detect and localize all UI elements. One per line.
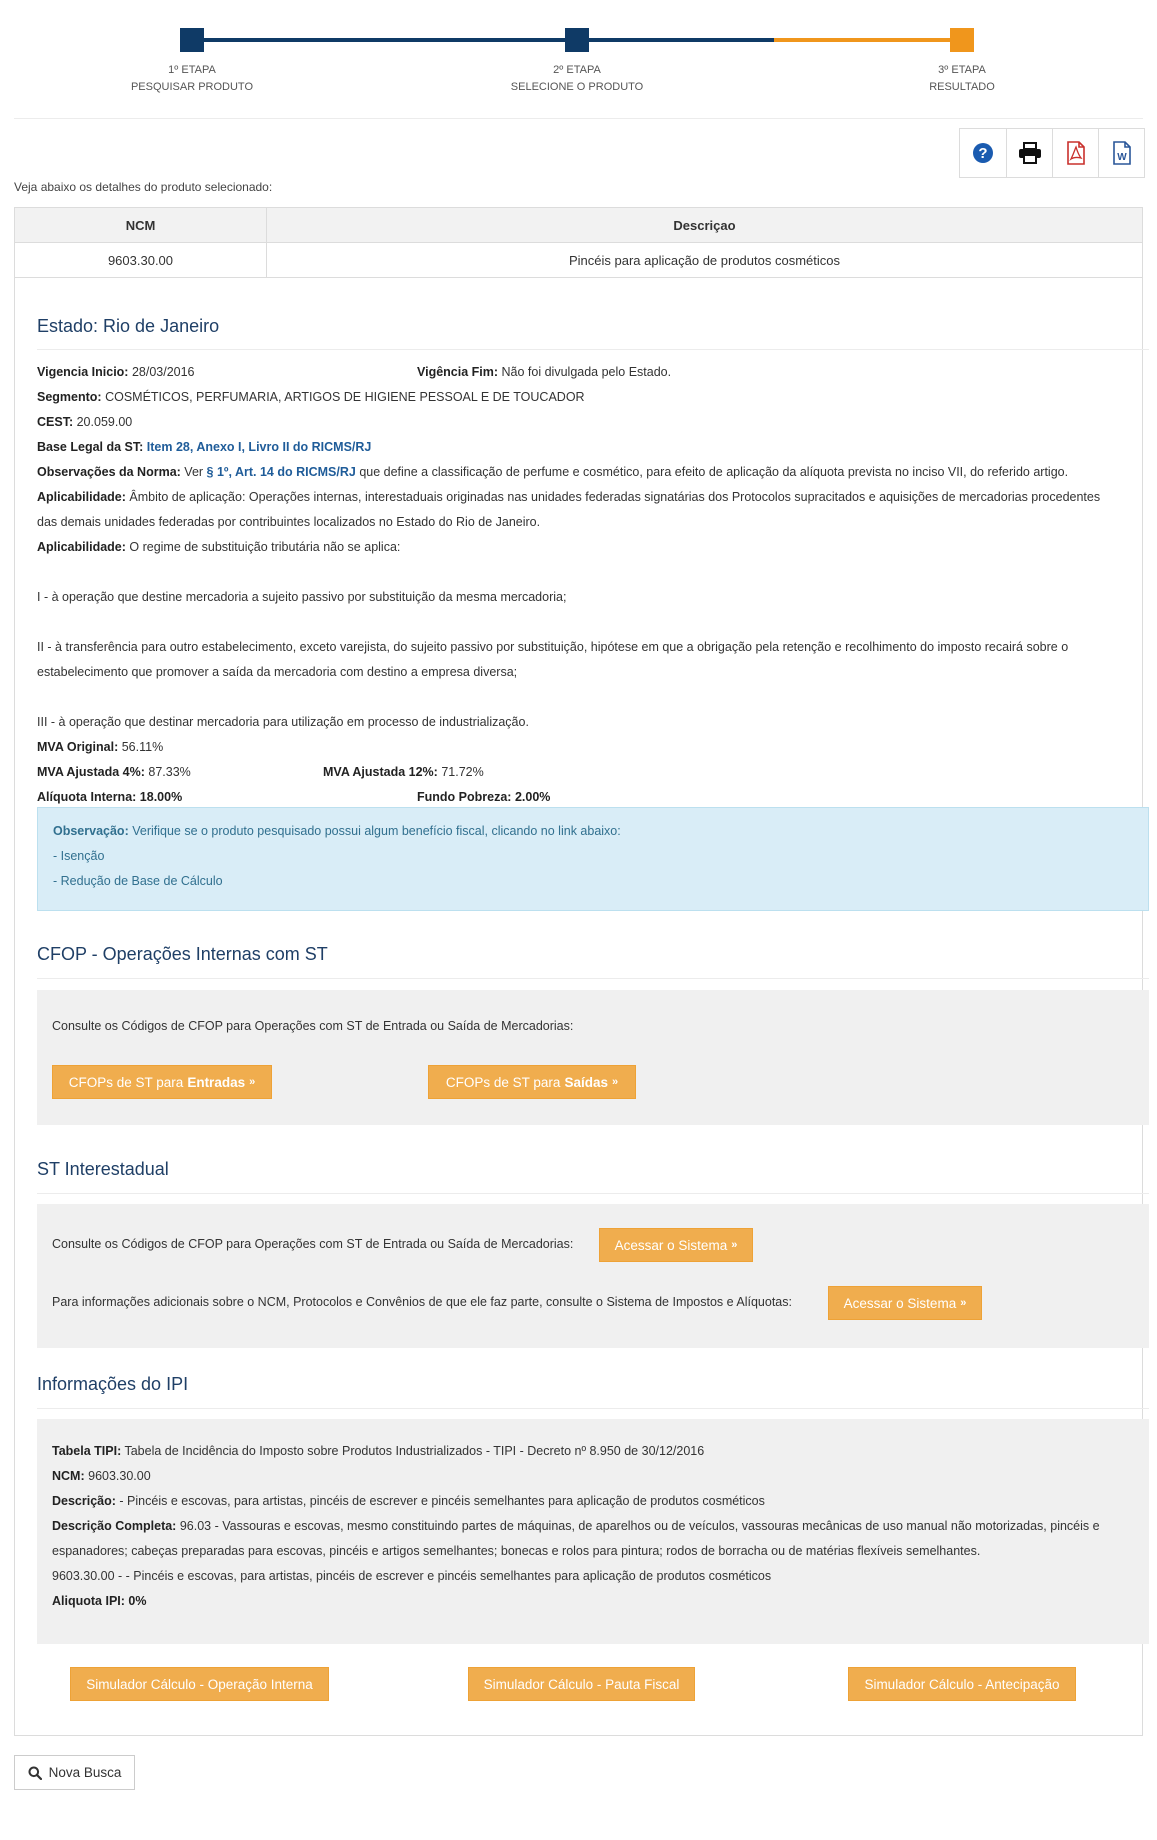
segmento-value: COSMÉTICOS, PERFUMARIA, ARTIGOS DE HIGIENE PESSOAL E DE TOUCADOR: [105, 390, 585, 404]
interestadual-title: ST Interestadual: [37, 1159, 169, 1179]
svg-text:W: W: [1116, 152, 1127, 163]
acessar-sistema-label-2: Acessar o Sistema: [843, 1295, 957, 1311]
observacoes-norma: [37, 460, 1068, 485]
nova-busca-label: Nova Busca: [48, 1765, 122, 1780]
chevron-right-icon: »: [249, 1076, 256, 1088]
mva-original-label: MVA Original:: [37, 740, 119, 754]
interestadual-box: [37, 1204, 1149, 1348]
segmento-label: Segmento:: [37, 390, 102, 404]
acessar-sistema-button-2[interactable]: [828, 1286, 982, 1320]
toolbar: [959, 128, 1145, 178]
ipi-ncm-value: 9603.30.00: [88, 1469, 151, 1483]
vigencia-fim: [417, 360, 671, 385]
aplic-label-1: Aplicabilidade:: [37, 490, 126, 504]
cest: [37, 410, 132, 435]
alert-text: [53, 824, 621, 838]
ipi-desc-completa-a: 96.03 - Vassouras e escovas, mesmo constituindo partes de máquinas, de aparelhos ou de veículos, vassouras mecânicas de uso manual não motorizadas, pincéis e: [179, 1519, 1100, 1533]
ncm-table: [14, 207, 1143, 278]
base-legal-label: Base Legal da ST:: [37, 440, 144, 454]
step-1-number: 1º ETAPA: [168, 64, 216, 76]
interestadual-text-1: Consulte os Códigos de CFOP para Operações com ST de Entrada ou Saída de Mercadorias:: [52, 1237, 574, 1251]
mva-4-value: 87.33%: [148, 765, 191, 779]
ipi-desc-completa-label: Descrição Completa:: [52, 1519, 177, 1533]
aplic2-text: O regime de substituição tributária não se aplica:: [129, 540, 401, 554]
progress-steps: [0, 0, 1157, 118]
ipi-tabela-value: Tabela de Incidência do Imposto sobre Produtos Industrializados - TIPI - Decreto nº 8.950 de 30/12/2016: [124, 1444, 705, 1458]
divider: [14, 118, 1143, 119]
vigencia-inicio: [37, 360, 195, 385]
obs-post: que define a classificação de perfume e cosmético, para efeito de aplicação da alíquota prevista no inciso VII, do referido artigo.: [359, 465, 1069, 479]
mva-12-value: 71.72%: [441, 765, 484, 779]
cfop-box: [37, 990, 1149, 1125]
word-icon: [1112, 141, 1132, 165]
ipi-descricao-completa: [52, 1514, 1100, 1539]
export-word-button[interactable]: [1098, 129, 1144, 177]
cell-descricao: Pincéis para aplicação de produtos cosméticos: [267, 243, 1143, 278]
ipi-desc-value: - Pincéis e escovas, para artistas, pincéis de escrever e pincéis semelhantes para aplicação de produtos cosméticos: [119, 1494, 765, 1508]
ipi-box: [37, 1419, 1149, 1644]
cfop-entradas-button[interactable]: [52, 1065, 272, 1099]
aplicabilidade-1: [37, 485, 1100, 510]
ipi-title: Informações do IPI: [37, 1374, 189, 1394]
svg-text:?: ?: [978, 145, 988, 162]
export-pdf-button[interactable]: [1052, 129, 1098, 177]
ipi-descricao: [52, 1489, 765, 1514]
cfop-saidas-bold: Saídas: [564, 1074, 608, 1090]
ipi-aliquota-value: 0%: [128, 1594, 147, 1608]
cfop-title: CFOP - Operações Internas com ST: [37, 944, 328, 964]
cfop-saidas-pre: CFOPs de ST para: [445, 1074, 561, 1090]
cfop-text: Consulte os Códigos de CFOP para Operações com ST de Entrada ou Saída de Mercadorias:: [52, 1019, 574, 1033]
base-legal: [37, 435, 371, 460]
ipi-ncm: [52, 1464, 151, 1489]
vigencia-inicio-label: Vigencia Inicio:: [37, 365, 129, 379]
mva-original: [37, 735, 163, 760]
aplicabilidade-2: [37, 535, 400, 560]
print-button[interactable]: [1006, 129, 1052, 177]
base-legal-link[interactable]: Item 28, Anexo I, Livro II do RICMS/RJ: [146, 440, 372, 454]
obs-label: Observações da Norma:: [37, 465, 181, 479]
segmento: [37, 385, 585, 410]
ipi-divider: [37, 1408, 1149, 1409]
intro-text: Veja abaixo os detalhes do produto selecionado:: [14, 180, 273, 194]
chevron-right-icon: »: [960, 1297, 967, 1309]
help-button[interactable]: [960, 129, 1006, 177]
cfop-entradas-bold: Entradas: [187, 1074, 246, 1090]
acessar-sistema-button-1[interactable]: [599, 1228, 753, 1262]
step-1: [72, 62, 312, 96]
aplic1-line-a: Âmbito de aplicação: Operações internas, interestaduais originadas nas unidades federadas signatárias dos Protocolos supracitados e aquisições de mercadorias procedentes: [129, 490, 1101, 504]
fundo-label: Fundo Pobreza:: [417, 790, 512, 804]
cest-value: 20.059.00: [76, 415, 133, 429]
step-marker-1: [180, 28, 204, 52]
vigencia-fim-value: Não foi divulgada pelo Estado.: [501, 365, 672, 379]
aliquota-value: 18.00%: [139, 790, 183, 804]
interestadual-text-2: Para informações adicionais sobre o NCM, Protocolos e Convênios de que ele faz parte, consulte o Sistema de Impostos e Alíquotas:: [52, 1295, 792, 1309]
step-line-done: [192, 38, 576, 42]
vigencia-fim-label: Vigência Fim:: [417, 365, 499, 379]
ipi-tabela-label: Tabela TIPI:: [52, 1444, 122, 1458]
mva-original-value: 56.11%: [121, 740, 164, 754]
search-icon: [28, 1766, 42, 1780]
cest-label: CEST:: [37, 415, 74, 429]
mva-ajustada-12: [323, 760, 484, 785]
ipi-ncm-line: 9603.30.00 - - Pincéis e escovas, para artistas, pincéis de escrever e pincéis semelhantes para aplicação de produtos cosméticos: [52, 1569, 772, 1583]
nova-busca-button[interactable]: [14, 1755, 135, 1790]
aliquota-label: Alíquota Interna:: [37, 790, 137, 804]
item-ii-a: II - à transferência para outro estabelecimento, exceto varejista, do sujeito passivo por substituição, hipótese em que a obrigação pela retenção e recolhimento do imposto recairá sobre o: [37, 640, 1069, 654]
observacao-alert: [37, 807, 1149, 911]
mva-4-label: MVA Ajustada 4%:: [37, 765, 145, 779]
interestadual-divider: [37, 1193, 1149, 1194]
item-i: I - à operação que destine mercadoria a sujeito passivo por substituição da mesma mercadoria;: [37, 590, 567, 604]
header-descricao: Descriçao: [267, 208, 1143, 243]
step-line-active: [576, 38, 972, 42]
ipi-aliquota-label: Aliquota IPI:: [52, 1594, 125, 1608]
aplicabilidade-1b: das demais unidades federadas por contribuintes localizados no Estado do Rio de Janeiro.: [37, 515, 541, 529]
cell-ncm: 9603.30.00: [15, 243, 267, 278]
simulador-operacao-interna-button[interactable]: Simulador Cálculo - Operação Interna: [70, 1667, 329, 1701]
table-header-row: [15, 208, 1143, 243]
step-3-label: RESULTADO: [929, 81, 995, 93]
table-row[interactable]: [15, 243, 1143, 278]
alert-message: Verifique se o produto pesquisado possui algum benefício fiscal, clicando no link abaixo:: [132, 824, 621, 838]
ipi-aliquota: [52, 1589, 146, 1614]
estado-title: Estado: Rio de Janeiro: [37, 316, 220, 336]
step-marker-2: [565, 28, 589, 52]
acessar-sistema-label-1: Acessar o Sistema: [614, 1237, 728, 1253]
cfop-entradas-pre: CFOPs de ST para: [68, 1074, 184, 1090]
ipi-tabela: [52, 1439, 704, 1464]
fundo-value: 2.00%: [514, 790, 551, 804]
header-ncm: NCM: [15, 208, 267, 243]
step-2-number: 2º ETAPA: [553, 64, 601, 76]
chevron-right-icon: »: [731, 1239, 738, 1251]
step-2: [457, 62, 697, 96]
ipi-descricao-completa-b: espanadores; cabeças preparadas para escovas, pincéis e artigos semelhantes; bonecas e rolos para pintura; rodos de borracha ou de matérias flexíveis semelhantes.: [52, 1544, 981, 1558]
cfop-divider: [37, 978, 1149, 979]
step-2-label: SELECIONE O PRODUTO: [510, 81, 644, 93]
mva-12-label: MVA Ajustada 12%:: [323, 765, 438, 779]
step-3-number: 3º ETAPA: [938, 64, 986, 76]
mva-ajustada-4: [37, 760, 191, 785]
estado-divider: [37, 349, 1149, 350]
simulador-pauta-fiscal-button[interactable]: Simulador Cálculo - Pauta Fiscal: [468, 1667, 695, 1701]
cfop-saidas-button[interactable]: [428, 1065, 636, 1099]
chevron-right-icon: »: [611, 1076, 619, 1088]
aplic-label-2: Aplicabilidade:: [37, 540, 126, 554]
item-iii: III - à operação que destinar mercadoria para utilização em processo de industrialização.: [37, 715, 529, 729]
obs-link[interactable]: § 1º, Art. 14 do RICMS/RJ: [206, 465, 356, 479]
obs-pre: Ver: [184, 465, 204, 479]
isencao-link[interactable]: - Isenção: [53, 849, 105, 863]
step-3: [842, 62, 1082, 96]
result-panel: [14, 276, 1143, 1736]
vigencia-inicio-value: 28/03/2016: [131, 365, 195, 379]
item-ii-b: estabelecimento que promover a saída da mercadoria com destino a empresa diversa;: [37, 665, 518, 679]
ipi-desc-label: Descrição:: [52, 1494, 116, 1508]
print-icon: [1018, 142, 1042, 164]
pdf-icon: [1066, 141, 1086, 165]
reducao-base-link[interactable]: - Redução de Base de Cálculo: [53, 874, 223, 888]
ipi-ncm-label: NCM:: [52, 1469, 85, 1483]
question-icon: [972, 142, 994, 164]
alert-label: Observação:: [53, 824, 129, 838]
step-marker-3: [950, 28, 974, 52]
step-1-label: PESQUISAR PRODUTO: [130, 81, 254, 93]
simulador-antecipacao-button[interactable]: Simulador Cálculo - Antecipação: [848, 1667, 1076, 1701]
